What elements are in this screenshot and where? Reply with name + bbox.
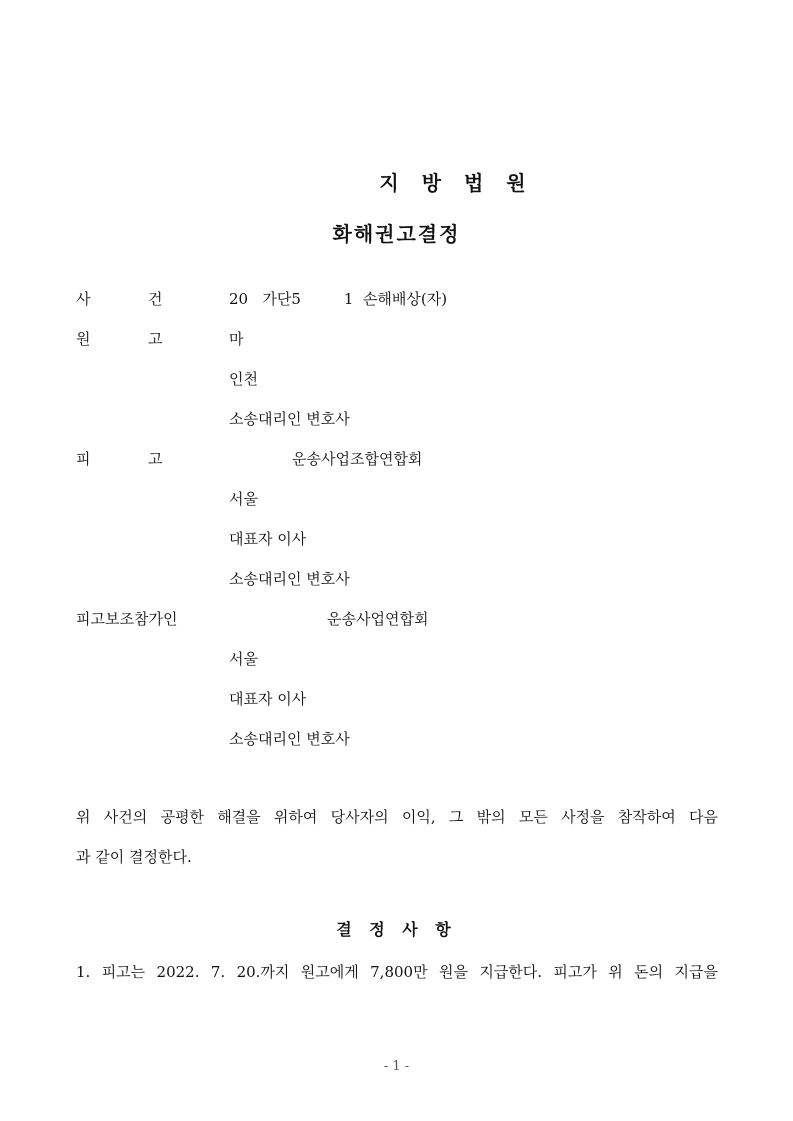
defendant-name: 운송사업조합연합회 xyxy=(292,450,423,468)
case-label-a: 사 xyxy=(76,290,91,308)
intervenor-address: 서울 xyxy=(229,650,258,668)
defendant-representative: 대표자 이사 xyxy=(229,530,307,548)
item-1-line-1: 1. 피고는 2022. 7. 20.까지 원고에게 7,800만 원을 지급한다. 피고가 위 돈의 지급을 xyxy=(76,963,718,981)
intro-line-1: 위 사건의 공평한 해결을 위하여 당사자의 이익, 그 밖의 모든 사정을 참작하여 다음 xyxy=(76,808,718,826)
defendant-attorney: 소송대리인 변호사 xyxy=(229,570,350,588)
intro-line-2: 과 같이 결정한다. xyxy=(76,848,192,866)
plaintiff-name: 마 xyxy=(229,330,244,348)
case-value: 20 가단5 1 손해배상(자) xyxy=(229,290,448,308)
intervenor-attorney: 소송대리인 변호사 xyxy=(229,730,350,748)
plaintiff-label-a: 원 xyxy=(76,330,91,348)
court-name: 지 방 법 원 xyxy=(379,171,534,195)
plaintiff-address: 인천 xyxy=(229,370,258,388)
defendant-address: 서울 xyxy=(229,490,258,508)
case-label-b: 건 xyxy=(148,290,163,308)
intervenor-label: 피고보조참가인 xyxy=(76,610,178,628)
intervenor-representative: 대표자 이사 xyxy=(229,690,307,708)
page-number: - 1 - xyxy=(383,1059,410,1074)
section-title: 결 정 사 항 xyxy=(336,920,457,939)
defendant-label-b: 고 xyxy=(148,450,163,468)
document-title: 화해권고결정 xyxy=(332,222,461,246)
plaintiff-attorney: 소송대리인 변호사 xyxy=(229,410,350,428)
defendant-label-a: 피 xyxy=(76,450,91,468)
plaintiff-label-b: 고 xyxy=(148,330,163,348)
intervenor-name: 운송사업연합회 xyxy=(327,610,429,628)
